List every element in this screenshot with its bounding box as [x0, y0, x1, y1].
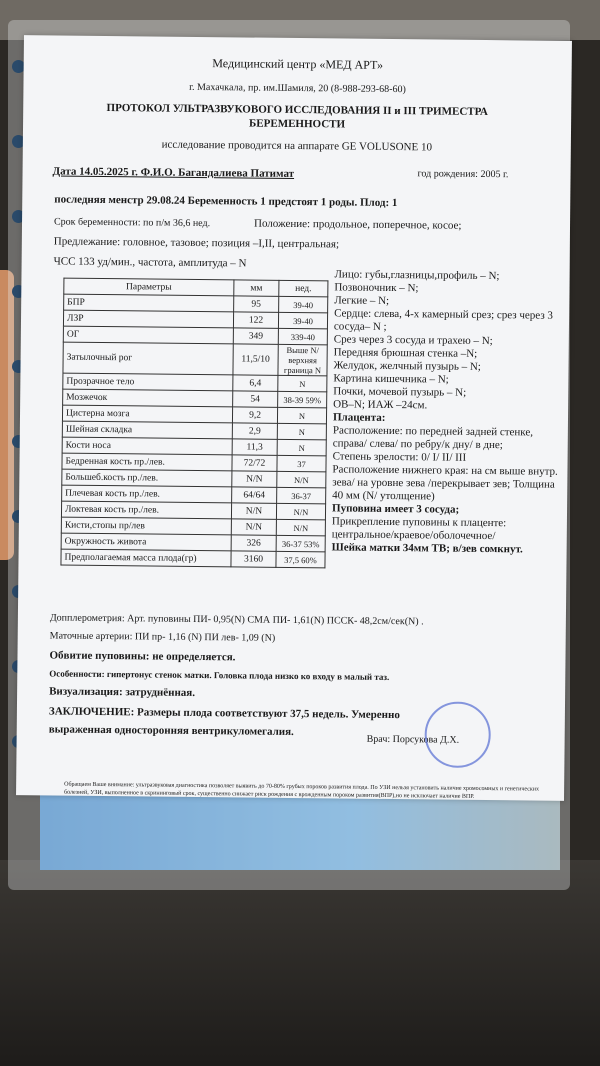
- param-name-cell: Цистерна мозга: [62, 405, 232, 423]
- finding-line: Передняя брюшная стенка –N;: [333, 346, 478, 360]
- table-header: мм: [234, 280, 279, 296]
- param-name-cell: ОГ: [63, 326, 233, 344]
- param-mm-cell: 54: [233, 391, 278, 407]
- finding-line: Прикрепление пуповины к плаценте: центральное/краевое/оболочечное/: [331, 515, 507, 543]
- param-name-cell: Прозрачное тело: [63, 373, 233, 391]
- finding-line: Расположение нижнего края: на см выше внутр. зева/ на уровне зева /перекрывает зев; Толщина 40 мм (N/ утолщение): [332, 463, 558, 503]
- finding-line: Позвоночник – N;: [334, 281, 419, 295]
- param-weeks-cell: Выше N/верхняя граница N: [278, 344, 327, 376]
- protocol-title-line1: ПРОТОКОЛ УЛЬТРАЗВУКОВОГО ИССЛЕДОВАНИЯ II и III ТРИМЕСТРА: [106, 102, 488, 119]
- param-name-cell: Мозжечок: [63, 389, 233, 407]
- param-weeks-cell: 36-37 53%: [276, 535, 325, 552]
- param-weeks-cell: 37,5 60%: [276, 551, 325, 568]
- param-weeks-cell: 38-39 59%: [278, 391, 327, 408]
- param-mm-cell: 11,5/10: [233, 344, 278, 375]
- param-weeks-cell: N/N: [276, 503, 325, 520]
- param-name-cell: Локтевая кость пр./лев.: [61, 501, 231, 519]
- param-mm-cell: 326: [231, 535, 276, 551]
- param-mm-cell: N/N: [232, 471, 277, 487]
- protocol-title-line2: БЕРЕМЕННОСТИ: [249, 117, 346, 131]
- background-chair: [0, 860, 600, 1066]
- clinic-name: Медицинский центр «МЕД АРТ»: [212, 56, 384, 72]
- finding-line: Срез через 3 сосуда и трахею – N;: [333, 333, 493, 348]
- param-weeks-cell: N: [278, 375, 327, 392]
- clinic-address: г. Махачкала, пр. им.Шамиля, 20 (8-988-293-68-60): [189, 81, 406, 96]
- param-weeks-cell: 37: [277, 455, 326, 472]
- finding-line: Почки, мочевой пузырь – N;: [333, 385, 467, 399]
- findings-column: [332, 268, 565, 556]
- table-row: [63, 342, 327, 376]
- param-mm-cell: 64/64: [232, 487, 277, 503]
- param-name-cell: Затылочный рог: [63, 342, 233, 375]
- param-name-cell: Бедренная кость пр./лев.: [62, 453, 232, 471]
- clinic-stamp: [424, 701, 491, 768]
- param-mm-cell: 95: [234, 296, 279, 312]
- param-mm-cell: 6,4: [233, 375, 278, 391]
- finding-line: ОВ–N; ИАЖ –24см.: [333, 398, 428, 412]
- param-name-cell: Предполагаемая масса плода(гр): [61, 549, 231, 567]
- birth-year: год рождения: 2005 г.: [417, 168, 509, 181]
- param-name-cell: Шейная складка: [62, 421, 232, 439]
- param-mm-cell: 9,2: [232, 407, 277, 423]
- uterine-arteries-line: Маточные артерии: ПИ пр- 1,16 (N) ПИ лев- 1,09 (N): [49, 630, 276, 644]
- gestation-term: Срок беременности: по п/м 36,6 нед.: [53, 216, 211, 230]
- param-weeks-cell: N: [277, 439, 326, 456]
- param-name-cell: Окружность живота: [61, 533, 231, 551]
- table-row: [61, 549, 325, 568]
- param-weeks-cell: N/N: [277, 471, 326, 488]
- finding-line: Шейка матки 34мм ТВ; в/зев сомкнут.: [331, 541, 523, 556]
- param-name-cell: Плечевая кость пр./лев.: [62, 485, 232, 503]
- param-mm-cell: 3160: [231, 551, 276, 567]
- finding-line: Плацента:: [332, 411, 386, 424]
- param-name-cell: ЛЗР: [63, 310, 233, 328]
- table-header: нед.: [279, 280, 328, 297]
- finding-line: Пуповина имеет 3 сосуда;: [331, 502, 460, 516]
- param-weeks-cell: N: [277, 407, 326, 424]
- finding-line: Степень зрелости: 0/ I/ II/ III: [332, 450, 467, 464]
- param-mm-cell: 72/72: [232, 455, 277, 471]
- doctor-signature: Врач: Порсукова Д.Х.: [366, 733, 460, 746]
- finding-line: Легкие – N;: [334, 294, 390, 307]
- presentation-line: Предлежание: головное, тазовое; позиция –I,II, центральная;: [53, 235, 340, 251]
- param-mm-cell: 349: [233, 328, 278, 344]
- param-mm-cell: N/N: [231, 519, 276, 535]
- param-mm-cell: 11,3: [232, 439, 277, 455]
- param-name-cell: Кисти,стопы пр/лев: [61, 517, 231, 535]
- fetal-position: Положение: продольное, поперечное, косое;: [253, 217, 462, 232]
- param-mm-cell: N/N: [231, 503, 276, 519]
- param-weeks-cell: 39-40: [279, 296, 328, 313]
- footer-disclaimer: Обращаем Ваше внимание: ультразвуковая диагностика позволяет выявить до 70-80% грубых пороков развития плода. По УЗИ нельзя установить наличие хромосомных и генетических болезней, УЗИ, выполненное в скрининговый срок, существенно снижает риск рождения с врожденным пороком развития(ВПР),но не исключает наличие ВПР.: [64, 781, 540, 800]
- cord-entanglement: Обвитие пуповины: не определяется.: [49, 649, 236, 664]
- param-mm-cell: 122: [233, 312, 278, 328]
- conclusion-line1: ЗАКЛЮЧЕНИЕ: Размеры плода соответствуют 37,5 недель. Умеренно: [48, 705, 400, 722]
- doppler-line: Допплерометрия: Арт. пуповины ПИ- 0,95(N) СМА ПИ- 1,61(N) ПССК- 48,2см/сек(N) .: [49, 612, 424, 628]
- finding-line: Сердце: слева, 4-х камерный срез; срез через 3 сосуда– N ;: [333, 307, 554, 333]
- device-info: исследование проводится на аппарате GE VOLUSONE 10: [161, 138, 433, 154]
- param-mm-cell: 2,9: [232, 423, 277, 439]
- param-name-cell: Большеб.кость пр./лев.: [62, 469, 232, 487]
- features-line: Особенности: гипертонус стенок матки. Головка плода низко ко входу в малый таз.: [49, 668, 390, 683]
- finding-line: Картина кишечника – N;: [333, 372, 449, 386]
- param-weeks-cell: 36-37: [277, 487, 326, 504]
- param-name-cell: Кости носа: [62, 437, 232, 455]
- visualization-line: Визуализация: затруднённая.: [49, 685, 196, 699]
- patient-line: Дата 14.05.2025 г. Ф.И.О. Багандалиева Патимат: [52, 165, 295, 180]
- finding-line: Лицо: губы,глазницы,профиль – N;: [334, 268, 500, 283]
- fetal-parameters-table: [60, 278, 328, 569]
- param-weeks-cell: 339-40: [278, 328, 327, 345]
- table-header: Параметры: [64, 278, 234, 296]
- protocol-document: [16, 35, 572, 801]
- param-weeks-cell: N/N: [276, 519, 325, 536]
- param-weeks-cell: 39-40: [278, 312, 327, 329]
- heart-rate-line: ЧСС 133 уд/мин., частота, амплитуда – N: [53, 255, 247, 270]
- conclusion-line2: выраженная односторонняя вентрикуломегалия.: [48, 723, 294, 739]
- pregnancy-line: последняя менстр 29.08.24 Беременность 1 предстоят 1 роды. Плод: 1: [54, 193, 398, 210]
- finding-line: Желудок, желчный пузырь – N;: [333, 359, 481, 373]
- param-name-cell: БПР: [64, 294, 234, 312]
- param-weeks-cell: N: [277, 423, 326, 440]
- finding-line: Расположение: по передней задней стенке, справа/ слева/ по ребру/к дну/ в дне;: [332, 424, 534, 452]
